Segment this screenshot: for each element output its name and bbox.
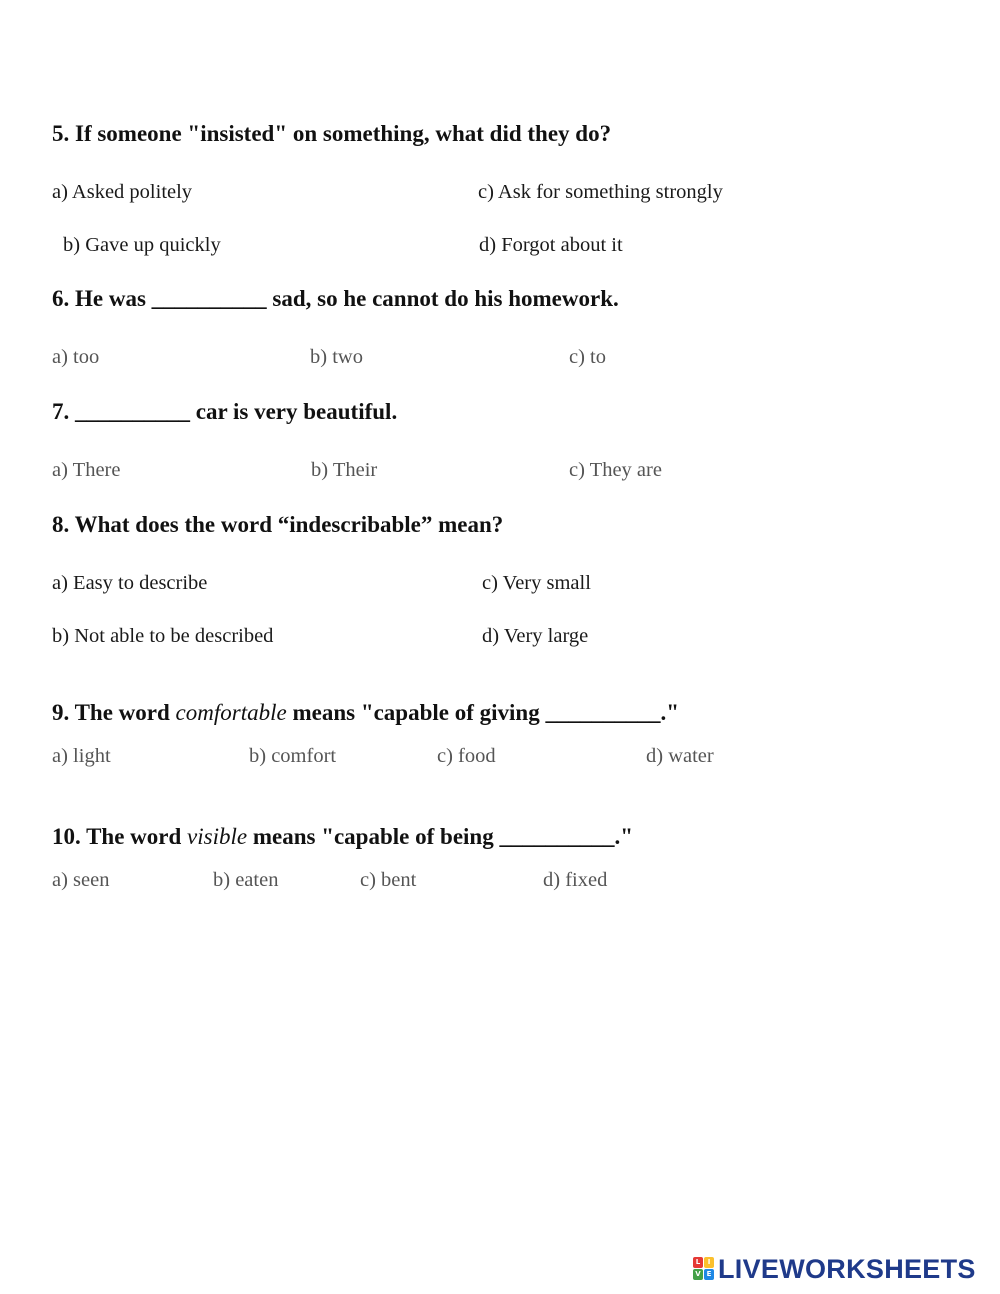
logo-mark-e: E xyxy=(704,1269,714,1280)
liveworksheets-logo xyxy=(693,1254,976,1284)
question-10-text-end: means "capable of being __________." xyxy=(247,824,633,849)
question-10-option-a[interactable]: a) seen xyxy=(52,869,110,891)
question-10-option-b[interactable]: b) eaten xyxy=(213,869,279,891)
question-10-option-d[interactable]: d) fixed xyxy=(543,869,608,891)
liveworksheets-logo-text: LIVEWORKSHEETS xyxy=(718,1253,976,1284)
liveworksheets-logo-icon xyxy=(693,1257,715,1281)
question-5-option-d[interactable]: d) Forgot about it xyxy=(479,234,623,256)
question-7-option-a[interactable]: a) There xyxy=(52,459,121,481)
logo-mark-l: L xyxy=(693,1257,703,1268)
question-9-option-a[interactable]: a) light xyxy=(52,745,111,767)
question-5-option-a[interactable]: a) Asked politely xyxy=(52,181,193,203)
logo-mark-v: V xyxy=(693,1269,703,1280)
question-9-keyword: comfortable xyxy=(175,700,287,725)
question-9-option-d[interactable]: d) water xyxy=(646,745,714,767)
question-5-option-b[interactable]: b) Gave up quickly xyxy=(63,234,221,256)
question-6: 6. He was __________ sad, so he cannot do his homework. xyxy=(52,286,619,311)
question-10-keyword: visible xyxy=(187,824,248,849)
question-8: 8. What does the word “indescribable” mean? xyxy=(52,512,504,537)
question-7: 7. __________ car is very beautiful. xyxy=(52,399,398,424)
question-9-option-c[interactable]: c) food xyxy=(437,745,496,767)
question-10 xyxy=(52,823,633,851)
question-7-option-b[interactable]: b) Their xyxy=(311,459,378,481)
question-9-text-end: means "capable of giving __________." xyxy=(286,700,679,725)
question-9-option-b[interactable]: b) comfort xyxy=(249,745,337,767)
question-8-option-b[interactable]: b) Not able to be described xyxy=(52,625,274,647)
question-8-option-a[interactable]: a) Easy to describe xyxy=(52,572,208,594)
question-9 xyxy=(52,699,679,727)
question-9-text-start: 9. The word xyxy=(52,700,176,725)
question-5: 5. If someone "insisted" on something, what did they do? xyxy=(52,121,612,146)
logo-mark-i: I xyxy=(704,1257,714,1268)
question-5-option-c[interactable]: c) Ask for something strongly xyxy=(478,181,723,203)
question-10-option-c[interactable]: c) bent xyxy=(360,869,417,891)
question-8-option-c[interactable]: c) Very small xyxy=(482,572,591,594)
question-6-option-a[interactable]: a) too xyxy=(52,346,100,368)
question-6-option-b[interactable]: b) two xyxy=(310,346,363,368)
question-7-option-c[interactable]: c) They are xyxy=(569,459,662,481)
question-10-text-start: 10. The word xyxy=(52,824,188,849)
question-6-option-c[interactable]: c) to xyxy=(569,346,606,368)
question-8-option-d[interactable]: d) Very large xyxy=(482,625,589,647)
